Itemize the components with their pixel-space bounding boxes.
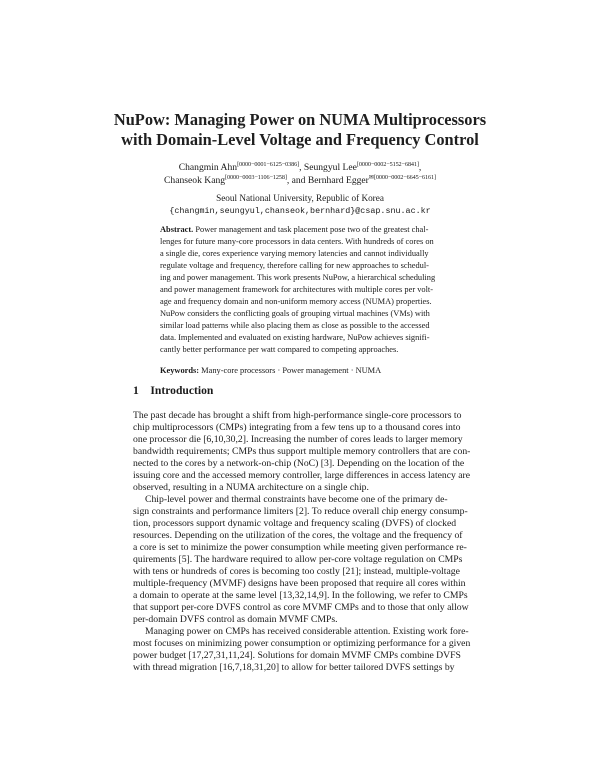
abstract-line: age and frequency domain and non-uniform memory access (NUMA) properties. <box>160 297 432 306</box>
author-name: Seungyul Lee <box>303 162 357 173</box>
keywords-text: Many-core processors · Power management · NUMA <box>201 366 382 375</box>
abstract-line: cantly better performance per watt compared to competing approaches. <box>160 345 399 354</box>
author-line-1: Changmin Ahn[0000−0001−6125−0386], Seungyul Lee[0000−0002−5152−6841], <box>178 161 422 173</box>
body-line: nected to the cores by a network-on-chip (NoC) [3]. Depending on the location of the <box>133 458 465 469</box>
body-line: that support per-core DVFS control as core MVMF CMPs and to those that only allow <box>133 602 469 613</box>
abstract-label: Abstract. <box>160 225 194 234</box>
author-name: Bernhard Egger <box>307 175 369 186</box>
abstract-line: ing and power management. This work presents NuPow, a hierarchical scheduling <box>160 273 436 282</box>
body-line: observed, resulting in a NUMA architecture on a single chip. <box>133 482 369 493</box>
body-line: a domain to operate at the same level [13,32,14,9]. In the following, we refer to CMPs <box>133 590 468 601</box>
affiliation: Seoul National University, Republic of Korea <box>216 193 384 203</box>
body-line: The past decade has brought a shift from high-performance single-core processors to <box>133 410 462 421</box>
body-line: most focuses on minimizing power consumption or optimizing performance for a given <box>133 638 471 649</box>
author-line-2: Chanseok Kang[0000−0003−1106−1258], and Bernhard Egger$^{✉[0000-0002-6645-6161]}$ <box>164 174 436 186</box>
author-orcid[interactable]: [0000−0002−5152−6841] <box>356 161 419 168</box>
author-emails[interactable]: {changmin,seungyul,chanseok,bernhard}@csap.snu.ac.kr <box>169 206 431 216</box>
body-line: power budget [17,27,31,11,24]. Solutions for domain MVMF CMPs combine DVFS <box>133 650 461 661</box>
body-line: sign constraints and performance limiters [2]. To reduce overall chip energy consump- <box>133 506 468 517</box>
abstract-line: a single die, cores experience varying memory latencies and cannot individually <box>160 249 429 258</box>
keywords-label: Keywords: <box>160 366 200 375</box>
section-title: Introduction <box>150 384 214 397</box>
author-name: Changmin Ahn <box>178 162 238 173</box>
abstract-line: and power management framework for architectures with multiple cores per volt- <box>160 285 434 294</box>
body-line: with thread migration [16,7,18,31,20] to allow for better tailored DVFS settings by <box>133 662 455 673</box>
body-line: bandwidth requirements; CMPs thus support multiple memory controllers that are con- <box>133 446 471 457</box>
body-line: Chip-level power and thermal constraints have become one of the primary de- <box>145 494 448 505</box>
body-line: a core is set to minimize the power consumption while meeting given performance re- <box>133 542 467 553</box>
body-line: one processor die [6,10,30,2]. Increasing the number of cores leads to larger memory <box>133 434 463 445</box>
body-line: quirements [5]. The hardware required to allow per-core voltage regulation on CMPs <box>133 554 463 565</box>
paper-title-line-2: with Domain-Level Voltage and Frequency Control <box>121 130 479 149</box>
section-number: 1 <box>133 384 139 397</box>
body-line: resources. Depending on the utilization of the cores, the voltage and the frequency of <box>133 530 463 541</box>
body-line: chip multiprocessors (CMPs) integrating from a few tens up to a thousand cores into <box>133 422 461 433</box>
body-line: tion, processors support dynamic voltage and frequency scaling (DVFS) of clocked <box>133 518 457 529</box>
abstract-line: Abstract. Power management and task placement pose two of the greatest chal- <box>160 225 429 234</box>
abstract-line: lenges for future many-core processors in data centers. With hundreds of cores on <box>160 237 434 246</box>
author-name: Chanseok Kang <box>164 175 226 186</box>
body-line: with tens or hundreds of cores is becoming too costly [21]; instead, multiple-voltage <box>133 566 460 577</box>
abstract-line: data. Implemented and evaluated on existing hardware, NuPow achieves signifi- <box>160 333 430 342</box>
abstract-line: regulate voltage and frequency, therefore calling for new approaches to schedul- <box>160 261 429 270</box>
body-line: Managing power on CMPs has received considerable attention. Existing work fore- <box>145 626 469 637</box>
body-line: per-domain DVFS control as domain MVMF CMPs. <box>133 614 338 625</box>
abstract-line: similar load patterns while also placing them as close as possible to the accessed <box>160 321 430 330</box>
body-line: issuing core and the accessed memory controller, large differences in access latency are <box>133 470 470 481</box>
body-line: multiple-frequency (MVMF) designs have been proposed that require all cores within <box>133 578 466 589</box>
keywords <box>160 365 381 377</box>
section-heading <box>133 384 213 397</box>
author-orcid[interactable]: ✉[0000−0002−6645−6161] <box>368 174 436 181</box>
paper-title-line-1: NuPow: Managing Power on NUMA Multiprocessors <box>113 110 487 129</box>
author-orcid[interactable]: [0000−0003−1106−1258] <box>225 174 287 181</box>
author-orcid[interactable]: [0000−0001−6125−0386] <box>237 161 300 168</box>
abstract-line: NuPow considers the conflicting goals of grouping virtual machines (VMs) with <box>160 309 430 318</box>
